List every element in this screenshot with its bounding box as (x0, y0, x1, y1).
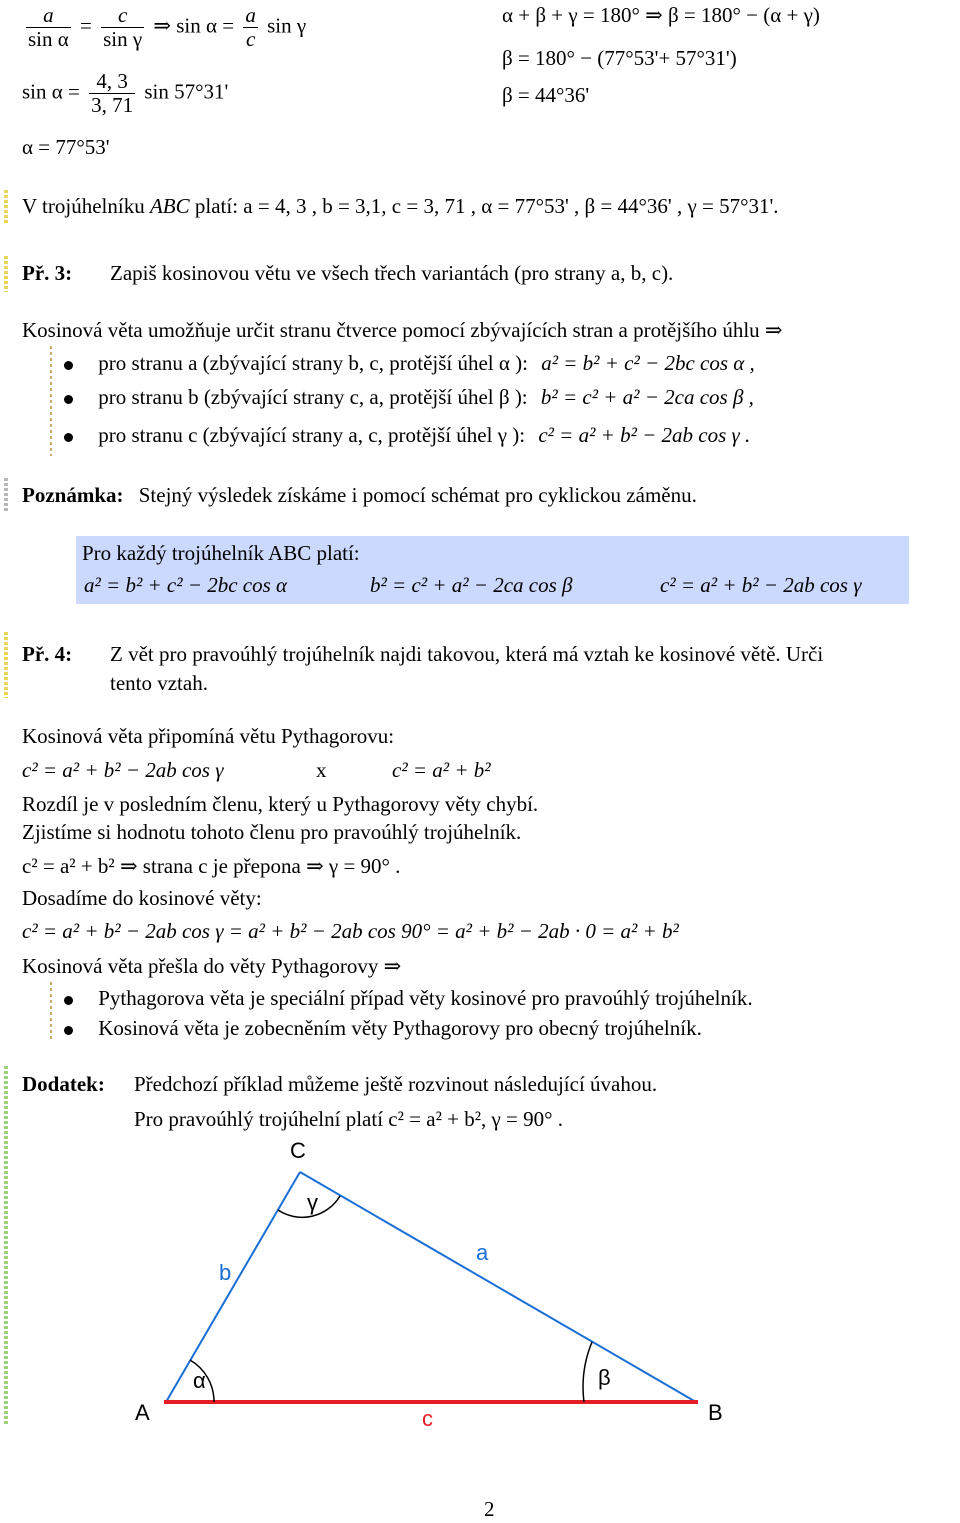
ex4-line3: Rozdíl je v posledním členu, který u Pythagorovy věty chybí. (22, 792, 539, 816)
vertex-label-c: C (290, 1138, 306, 1163)
side-label-b: b (219, 1260, 232, 1285)
ex4-line8: Kosinová věta přešla do věty Pythagorovy ⇒ (22, 954, 402, 978)
angle-label-gamma: γ (307, 1190, 318, 1215)
side-a-line (300, 1172, 696, 1402)
fraction-c-over-sin-gamma: $\frac{c}{\text{sin γ}}$ (103, 3, 143, 52)
ex4-bullet-1: Pythagorova věta je speciální případ věty kosinové pro pravoúhlý trojúhelník. (64, 985, 753, 1011)
ex4-line5: c² = a² + b² ⇒ strana c je přepona ⇒ γ = 90° . (22, 854, 401, 878)
ex3-intro: Kosinová věta umožňuje určit stranu čtverce pomocí zbývajících stran a protějšího úhlu ⇒ (22, 318, 783, 342)
theorem-formula-b: b² = c² + a² − 2ca cos β (370, 573, 573, 597)
ex3-bullet-1: pro stranu a (zbývající strany b, c, protější úhel α ): a² = b² + c² − 2bc cos α , (64, 350, 755, 376)
ex4-line4: Zjistíme si hodnotu tohoto členu pro pravoúhlý trojúhelník. (22, 820, 522, 844)
fraction-a-over-c: $\frac{a}{c}$ (245, 3, 256, 52)
vertex-label-b: B (708, 1400, 723, 1425)
ex4-label: Př. 4: (22, 642, 73, 666)
addendum-label: Dodatek: (22, 1072, 105, 1096)
addendum-line1: Předchozí příklad můžeme ještě rozvinout následující úvahou. (134, 1072, 658, 1096)
vertex-label-a: A (135, 1400, 150, 1425)
summary-line: V trojúhelníku ABC platí: a = 4, 3 , b = 3,1, c = 3, 71 , α = 77°53' , β = 44°36' , γ = 57°31'. (22, 194, 779, 218)
theorem-formula-a: a² = b² + c² − 2bc cos α (84, 573, 288, 597)
page-number: 2 (484, 1497, 495, 1521)
fraction-43-over-371: $\frac{4, 3}{3, 71}$ (91, 69, 134, 118)
fraction-a-over-sin-alpha: $\frac{a}{\text{sin α}}$ (28, 3, 69, 52)
side-label-c: c (422, 1406, 433, 1431)
ex4-cosine-formula: c² = a² + b² − 2ab cos γ (22, 758, 224, 782)
ex4-task-line1: Z vět pro pravoúhlý trojúhelník najdi takovou, která má vztah ke kosinové větě. Urči (110, 642, 824, 666)
top-right-line2: β = 180° − (77°53'+ 57°31') (502, 46, 737, 70)
angle-beta-arc (583, 1342, 592, 1402)
side-label-a: a (476, 1240, 489, 1265)
top-left-line3: α = 77°53' (22, 135, 110, 159)
addendum-line2: Pro pravoúhlý trojúhelní platí c² = a² + b², γ = 90° . (134, 1107, 564, 1131)
angle-label-alpha: α (193, 1368, 206, 1393)
angle-label-beta: β (598, 1365, 611, 1390)
ex3-label: Př. 3: (22, 261, 73, 285)
side-b-line (166, 1172, 300, 1402)
ex4-task-line2: tento vztah. (110, 671, 208, 695)
theorem-formula-c: c² = a² + b² − 2ab cos γ (660, 573, 862, 597)
note-line: Poznámka: Stejný výsledek získáme i pomocí schémat pro cyklickou záměnu. (22, 483, 697, 507)
ex4-line7: c² = a² + b² − 2ab cos γ = a² + b² − 2ab cos 90° = a² + b² − 2ab · 0 = a² + b² (22, 919, 679, 943)
ex3-task: Zapiš kosinovou větu ve všech třech variantách (pro strany a, b, c). (110, 261, 674, 285)
ex4-bullet-2: Kosinová věta je zobecněním věty Pythagorovy pro obecný trojúhelník. (64, 1015, 702, 1041)
top-left-line1: $\frac{a}{\text{sin α}}$ = $\frac{c}{\text{sin γ}}$ ⇒ sin α = $\frac{a}{c}$ sin γ (28, 3, 307, 52)
ex3-bullet-3: pro stranu c (zbývající strany a, c, protější úhel γ ): c² = a² + b² − 2ab cos γ . (64, 422, 750, 448)
theorem-box-title: Pro každý trojúhelník ABC platí: (82, 541, 360, 565)
top-left-line2: sin α = $\frac{4, 3}{3, 71}$ sin 57°31' (22, 69, 229, 118)
ex4-line1: Kosinová věta připomíná větu Pythagorovu: (22, 724, 395, 748)
ex3-bullet-2: pro stranu b (zbývající strany c, a, protější úhel β ): b² = c² + a² − 2ca cos β , (64, 384, 754, 410)
ex4-versus-x: x (316, 758, 327, 782)
top-right-line3: β = 44°36' (502, 83, 590, 107)
top-right-line1: α + β + γ = 180° ⇒ β = 180° − (α + γ) (502, 3, 820, 27)
ex4-pythagoras-formula: c² = a² + b² (392, 758, 491, 782)
ex4-line6: Dosadíme do kosinové věty: (22, 886, 262, 910)
